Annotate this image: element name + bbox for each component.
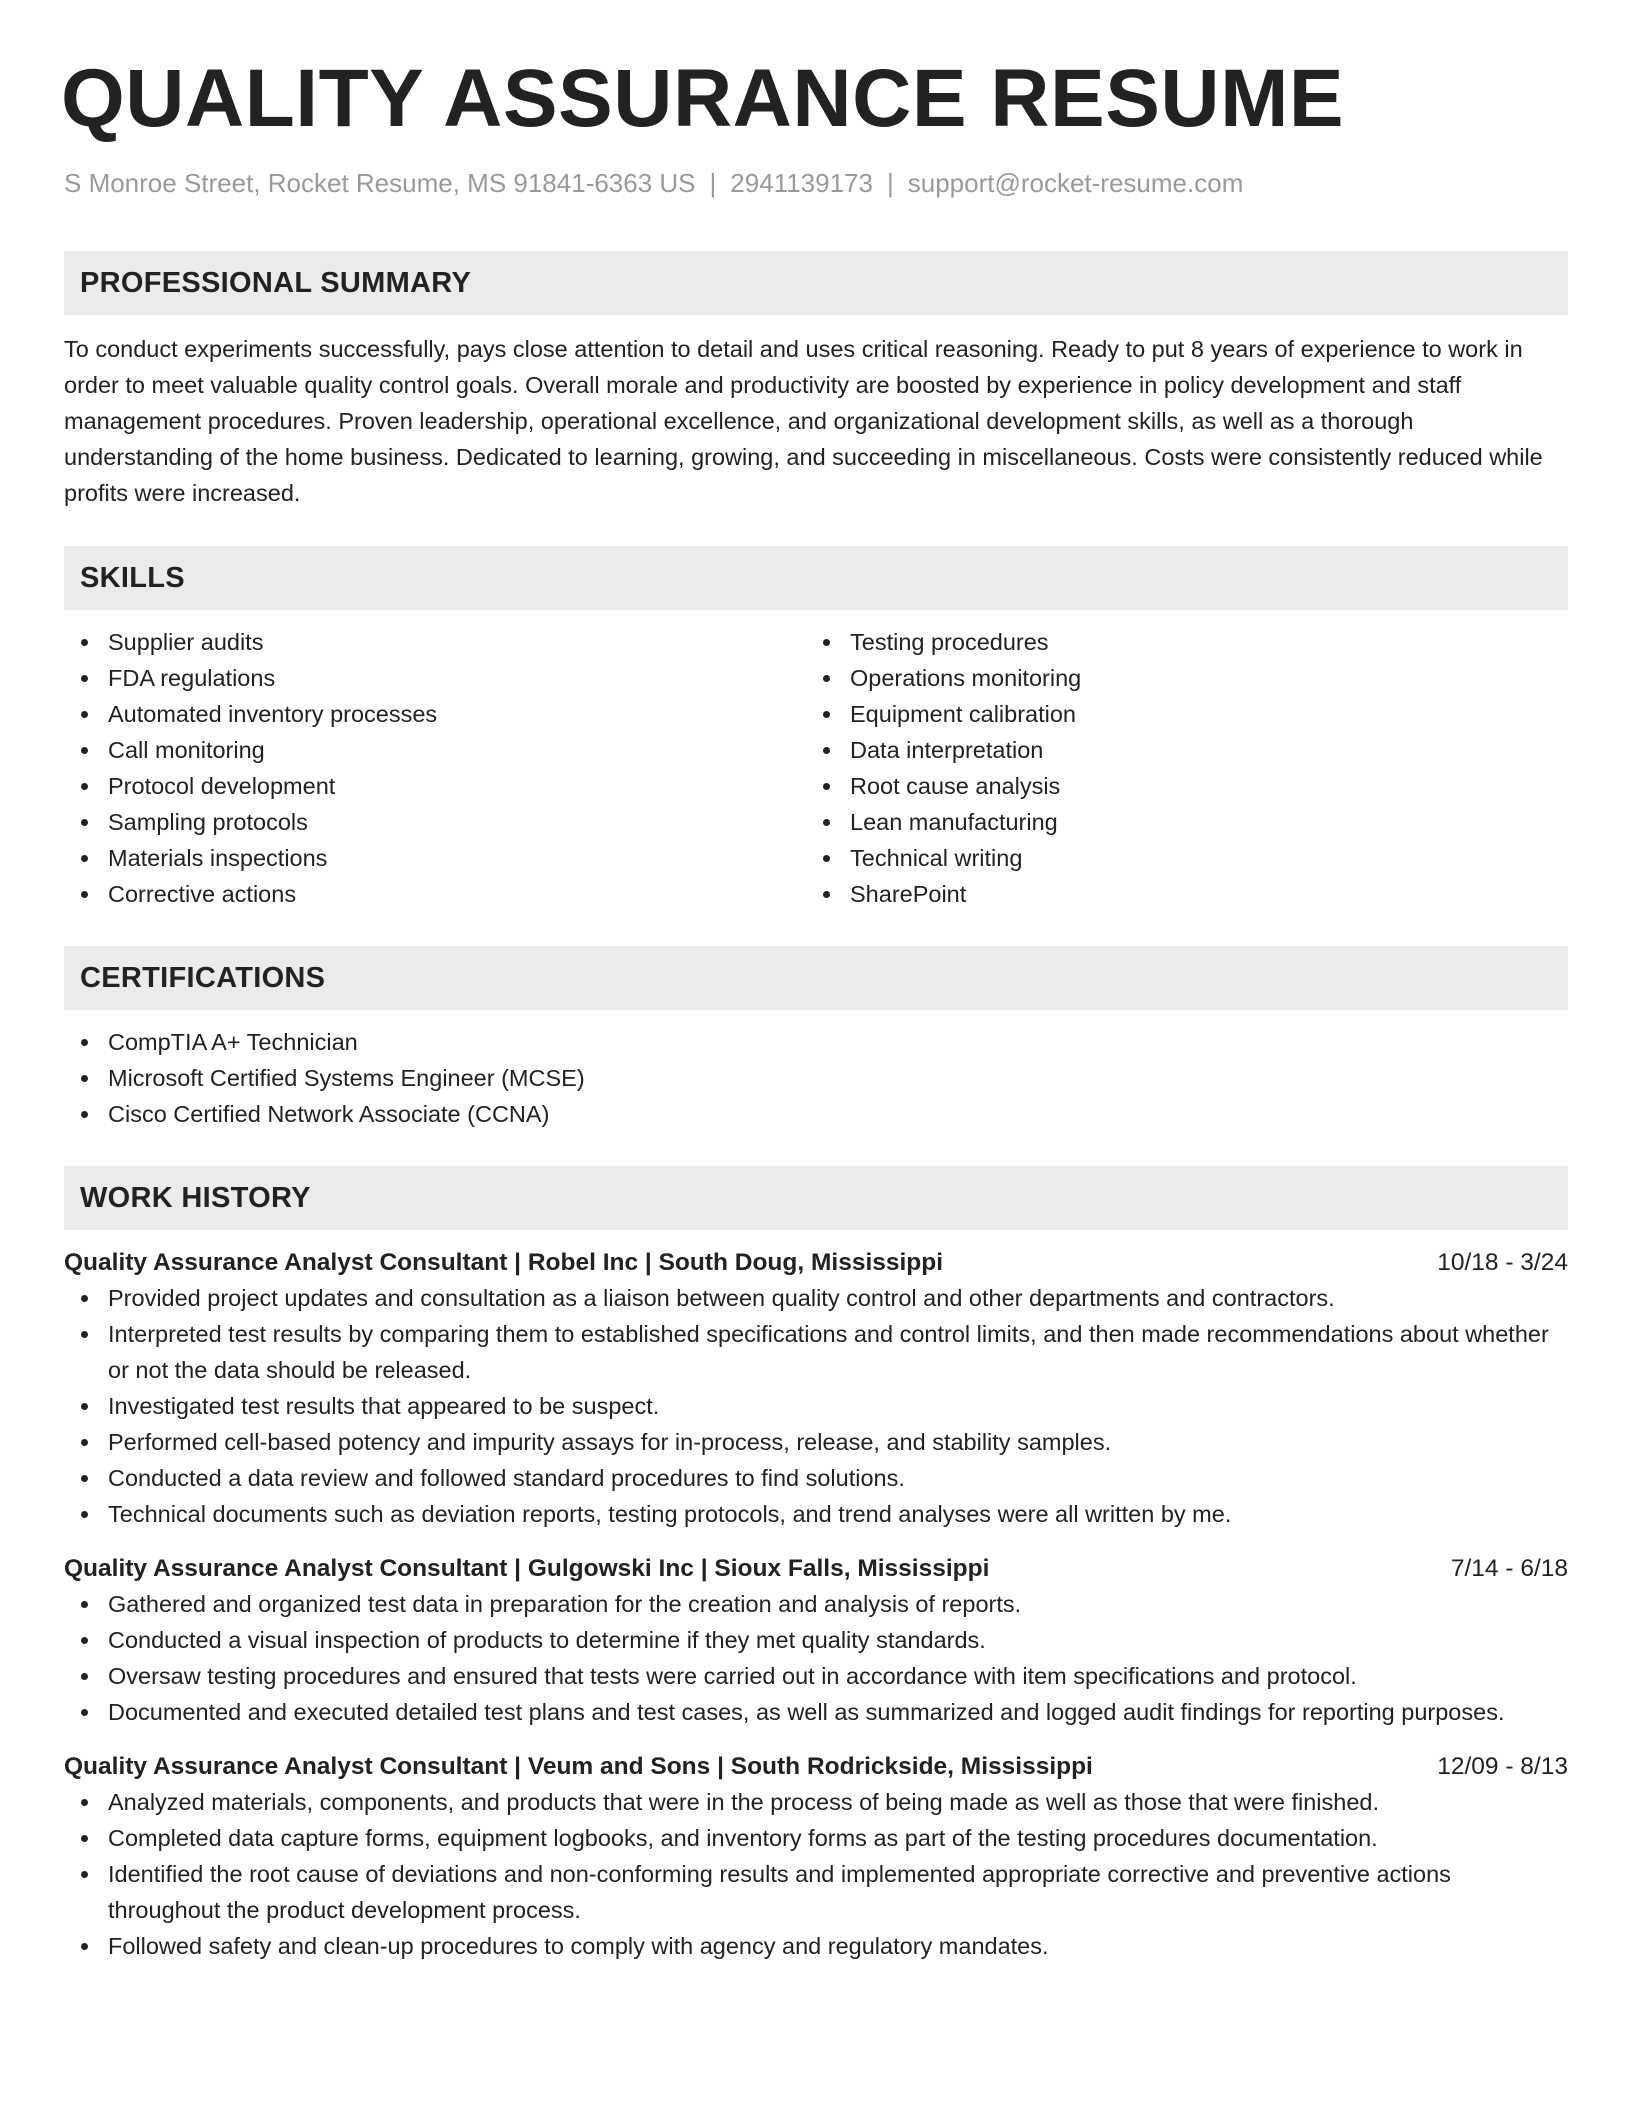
job-duty-item: Provided project updates and consultation as a liaison between quality control and other departments and contractors. xyxy=(64,1280,1568,1316)
resume-page xyxy=(61,50,1568,1964)
job-duty-item: Interpreted test results by comparing them to established specifications and control limits, and then made recommendations about whether or not the data should be released. xyxy=(64,1316,1568,1388)
summary-text: To conduct experiments successfully, pays close attention to detail and uses critical reasoning. Ready to put 8 years of experience to work in order to meet valuable quality control goals. Overall morale and productivity are boosted by experience in policy development and staff management procedures. Proven leadership, operational excellence, and organizational development skills, as well as a thorough understanding of the home business. Dedicated to learning, growing, and succeeding in miscellaneous. Costs were consistently reduced while profits were increased. xyxy=(64,336,1543,506)
skill-item: Materials inspections xyxy=(64,840,806,876)
job-title: Quality Assurance Analyst Consultant | Gulgowski Inc | Sioux Falls, Mississippi xyxy=(64,1555,990,1582)
contact-separator: | xyxy=(709,168,717,198)
job-header xyxy=(64,1246,1568,1280)
certifications-heading: CERTIFICATIONS xyxy=(64,946,1568,1010)
job-duty-item: Conducted a visual inspection of products to determine if they met quality standards. xyxy=(64,1622,1568,1658)
skill-item: Data interpretation xyxy=(806,732,1548,768)
job-duty-item: Conducted a data review and followed standard procedures to find solutions. xyxy=(64,1460,1568,1496)
skills-column-right xyxy=(806,624,1548,912)
job-header xyxy=(64,1552,1568,1586)
job-duty-item: Gathered and organized test data in preparation for the creation and analysis of reports. xyxy=(64,1586,1568,1622)
skill-item: Operations monitoring xyxy=(806,660,1548,696)
job-duties-list xyxy=(64,1784,1568,1964)
job-duty-item: Oversaw testing procedures and ensured that tests were carried out in accordance with item specifications and protocol. xyxy=(64,1658,1568,1694)
job-dates: 12/09 - 8/13 xyxy=(1437,1753,1568,1780)
job-title: Quality Assurance Analyst Consultant | Robel Inc | South Doug, Mississippi xyxy=(64,1249,944,1276)
skill-item: Corrective actions xyxy=(64,876,806,912)
contact-separator: | xyxy=(886,168,894,198)
job-duty-item: Analyzed materials, components, and products that were in the process of being made as well as those that were finished. xyxy=(64,1784,1568,1820)
job-dates: 10/18 - 3/24 xyxy=(1437,1249,1568,1276)
skill-item: Equipment calibration xyxy=(806,696,1548,732)
certifications-list xyxy=(64,1024,1568,1132)
skill-item: SharePoint xyxy=(806,876,1548,912)
email-text: support@rocket-resume.com xyxy=(907,168,1244,198)
skills-column-left xyxy=(64,624,806,912)
summary-heading: PROFESSIONAL SUMMARY xyxy=(64,251,1568,315)
job-duty-item: Identified the root cause of deviations and non-conforming results and implemented appropriate corrective and preventive actions throughout the product development process. xyxy=(64,1856,1568,1928)
skill-item: Supplier audits xyxy=(64,624,806,660)
job-duties-list xyxy=(64,1280,1568,1532)
job-title: Quality Assurance Analyst Consultant | Veum and Sons | South Rodrickside, Mississippi xyxy=(64,1753,1093,1780)
skill-item: Lean manufacturing xyxy=(806,804,1548,840)
job-entry xyxy=(64,1552,1568,1730)
job-duties-list xyxy=(64,1586,1568,1730)
skill-item: Call monitoring xyxy=(64,732,806,768)
address-text: S Monroe Street, Rocket Resume, MS 91841-6363 US xyxy=(64,168,696,198)
job-duty-item: Followed safety and clean-up procedures to comply with agency and regulatory mandates. xyxy=(64,1928,1568,1964)
skill-item: Protocol development xyxy=(64,768,806,804)
skills-heading: SKILLS xyxy=(64,546,1568,610)
job-header xyxy=(64,1750,1568,1784)
certification-item: Cisco Certified Network Associate (CCNA) xyxy=(64,1096,1568,1132)
certification-item: CompTIA A+ Technician xyxy=(64,1024,1568,1060)
certification-item: Microsoft Certified Systems Engineer (MCSE) xyxy=(64,1060,1568,1096)
job-duty-item: Technical documents such as deviation reports, testing protocols, and trend analyses were all written by me. xyxy=(64,1496,1568,1532)
job-duty-item: Investigated test results that appeared to be suspect. xyxy=(64,1388,1568,1424)
skill-item: Technical writing xyxy=(806,840,1548,876)
phone-text: 2941139173 xyxy=(730,168,873,198)
skill-item: Testing procedures xyxy=(806,624,1548,660)
skill-item: FDA regulations xyxy=(64,660,806,696)
skills-list xyxy=(64,624,1568,912)
resume-title: QUALITY ASSURANCE RESUME xyxy=(61,53,1345,144)
job-duty-item: Completed data capture forms, equipment logbooks, and inventory forms as part of the testing procedures documentation. xyxy=(64,1820,1568,1856)
job-entry xyxy=(64,1246,1568,1532)
contact-line xyxy=(64,168,1568,199)
job-duty-item: Performed cell-based potency and impurity assays for in-process, release, and stability samples. xyxy=(64,1424,1568,1460)
work-history-heading: WORK HISTORY xyxy=(64,1166,1568,1230)
job-duty-item: Documented and executed detailed test plans and test cases, as well as summarized and logged audit findings for reporting purposes. xyxy=(64,1694,1568,1730)
skill-item: Automated inventory processes xyxy=(64,696,806,732)
skill-item: Sampling protocols xyxy=(64,804,806,840)
skill-item: Root cause analysis xyxy=(806,768,1548,804)
job-dates: 7/14 - 6/18 xyxy=(1450,1555,1568,1582)
job-entry xyxy=(64,1750,1568,1964)
